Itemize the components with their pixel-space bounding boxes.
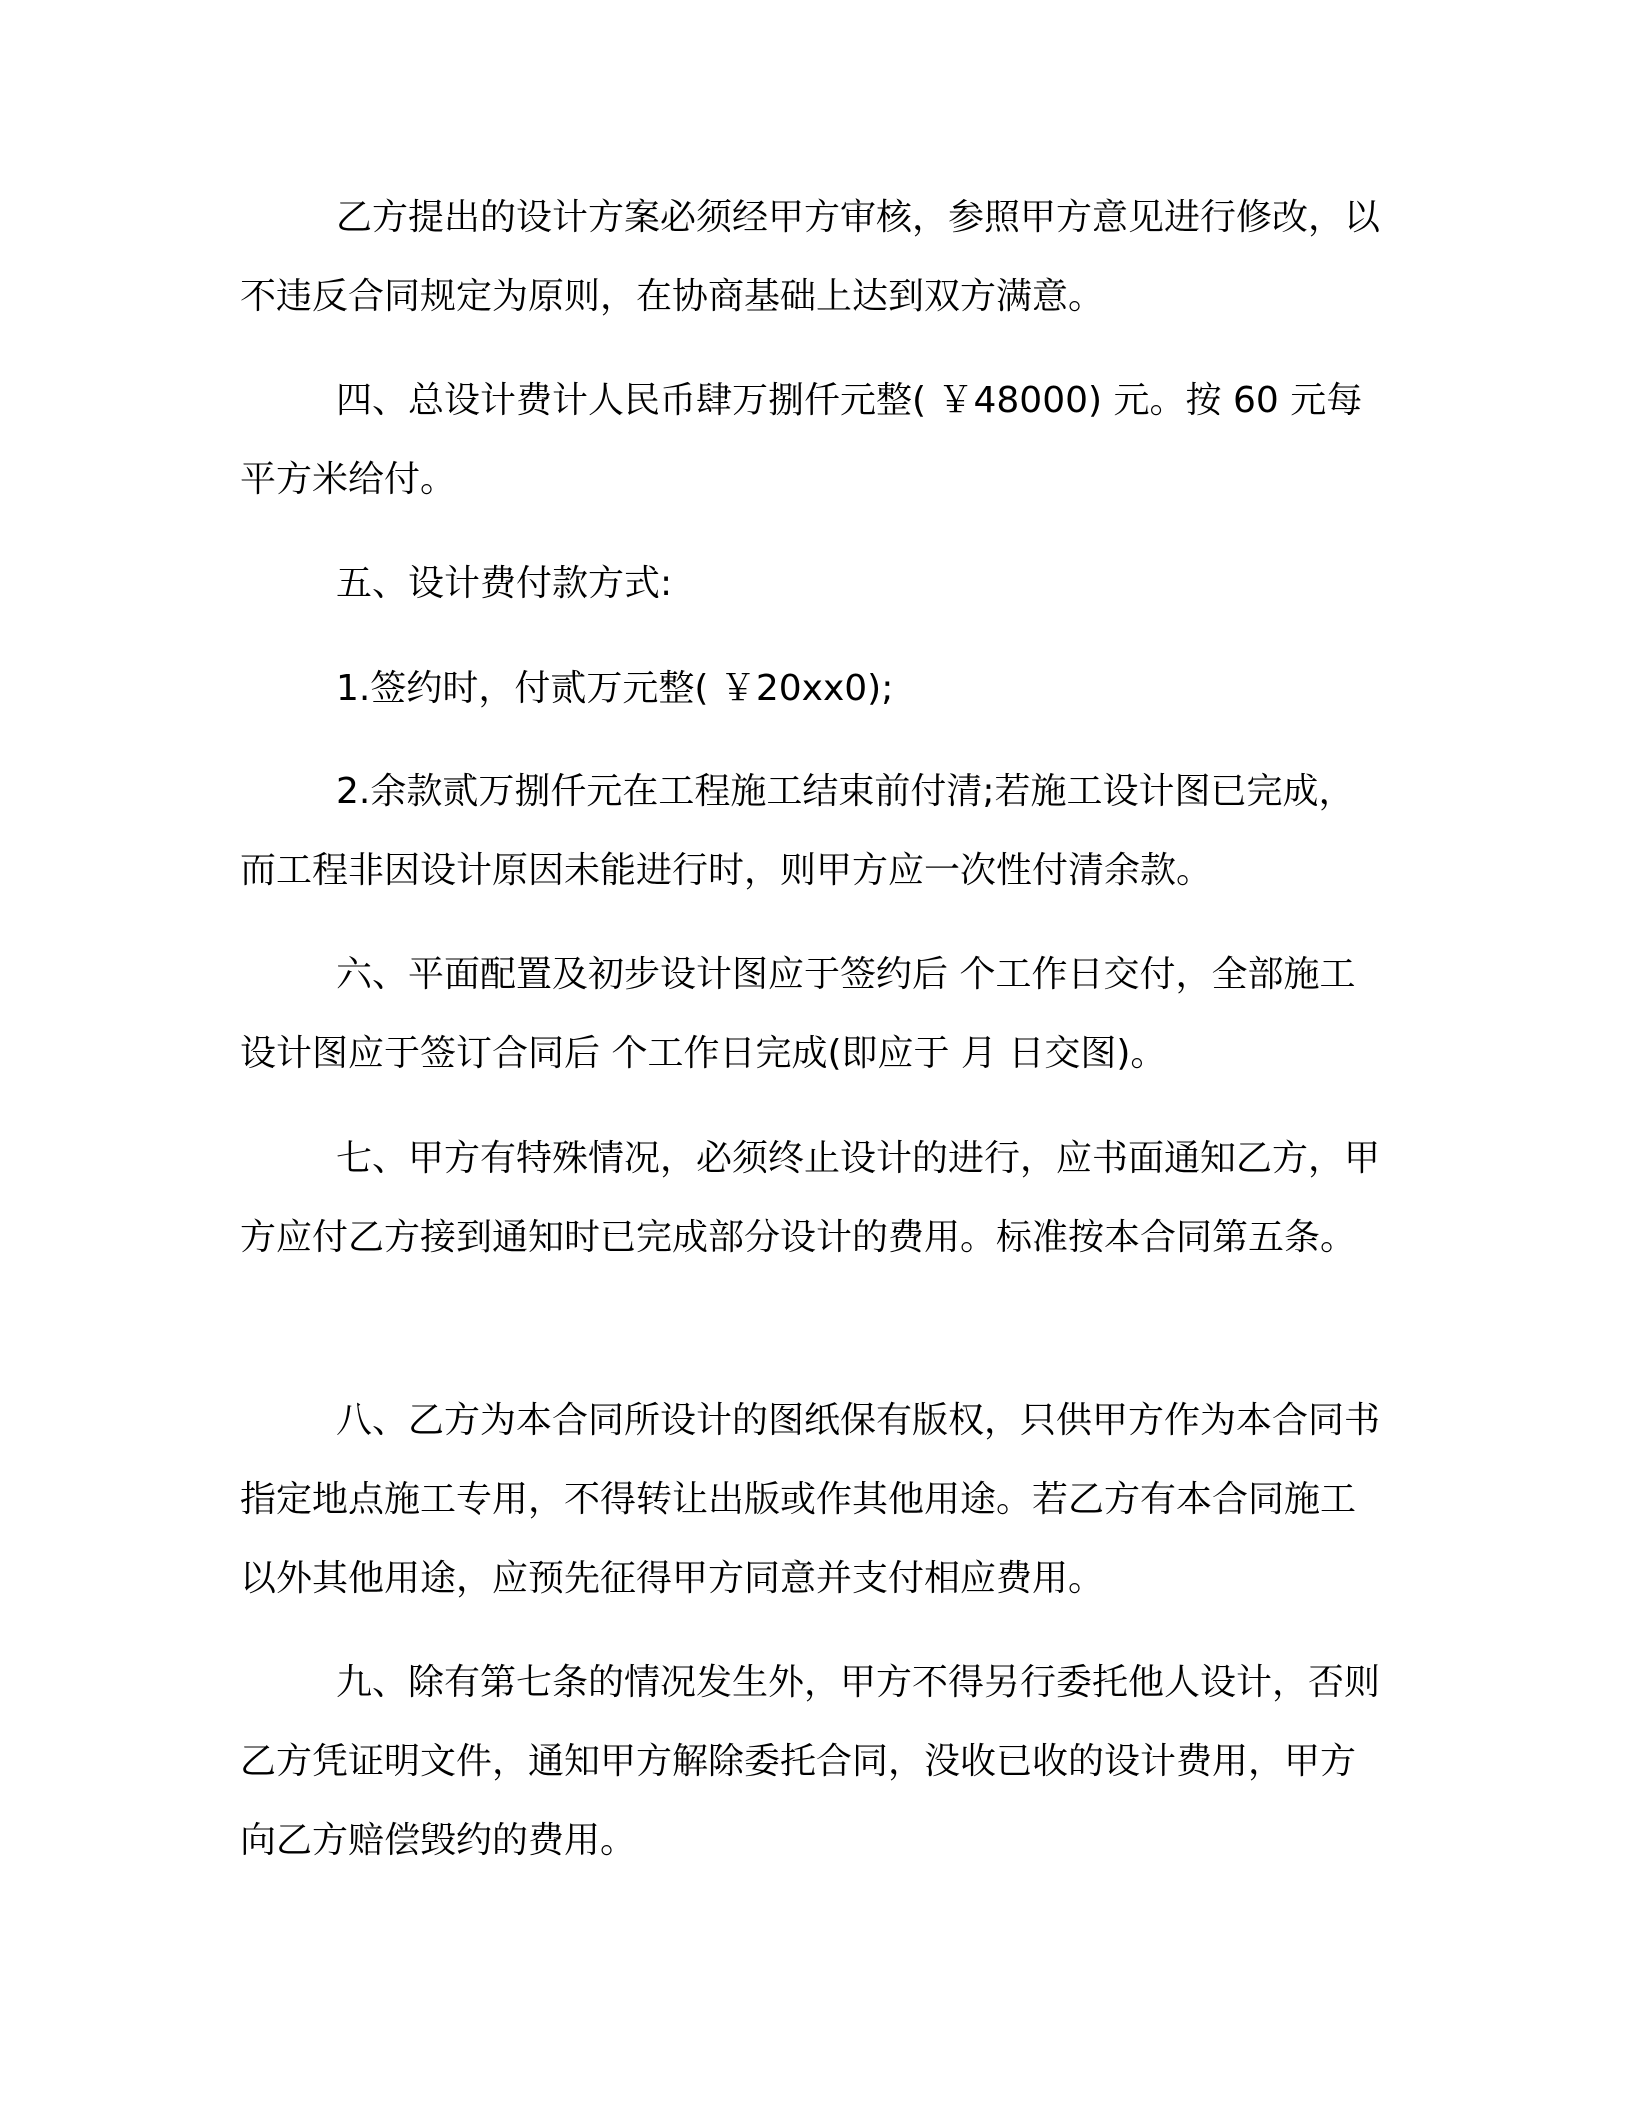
paragraph-clause-7-termination: 七、甲方有特殊情况，必须终止设计的进行，应书面通知乙方，甲方应付乙方接到通知时已完成部分设计的费用。标准按本合同第五条。 [240, 1138, 1381, 1258]
paragraph-clause-5-payment-method: 五、设计费付款方式: [336, 563, 673, 604]
paragraph-clause-4-total-fee: 四、总设计费计人民币肆万捌仟元整( ￥48000) 元。按 60 元每平方米给付。 [240, 380, 1363, 500]
paragraph-clause-6-delivery: 六、平面配置及初步设计图应于签约后 个工作日交付，全部施工设计图应于签订合同后 个工作日完成(即应于 月 日交图)。 [240, 954, 1356, 1074]
paragraph-clause-9-breach: 九、除有第七条的情况发生外，甲方不得另行委托他人设计，否则乙方凭证明文件，通知甲方解除委托合同，没收已收的设计费用，甲方向乙方赔偿毁约的费用。 [240, 1662, 1381, 1861]
paragraph-payment-item-2: 2.余款贰万捌仟元在工程施工结束前付清;若施工设计图已完成，而工程非因设计原因未能进行时，则甲方应一次性付清余款。 [240, 771, 1355, 891]
paragraph-payment-item-1: 1.签约时，付贰万元整( ￥20xx0); [336, 668, 894, 709]
paragraph-clause-8-copyright: 八、乙方为本合同所设计的图纸保有版权，只供甲方作为本合同书指定地点施工专用，不得转让出版或作其他用途。若乙方有本合同施工以外其他用途，应预先征得甲方同意并支付相应费用。 [240, 1400, 1381, 1599]
paragraph-design-approval: 乙方提出的设计方案必须经甲方审核，参照甲方意见进行修改，以不违反合同规定为原则，在协商基础上达到双方满意。 [240, 197, 1381, 317]
